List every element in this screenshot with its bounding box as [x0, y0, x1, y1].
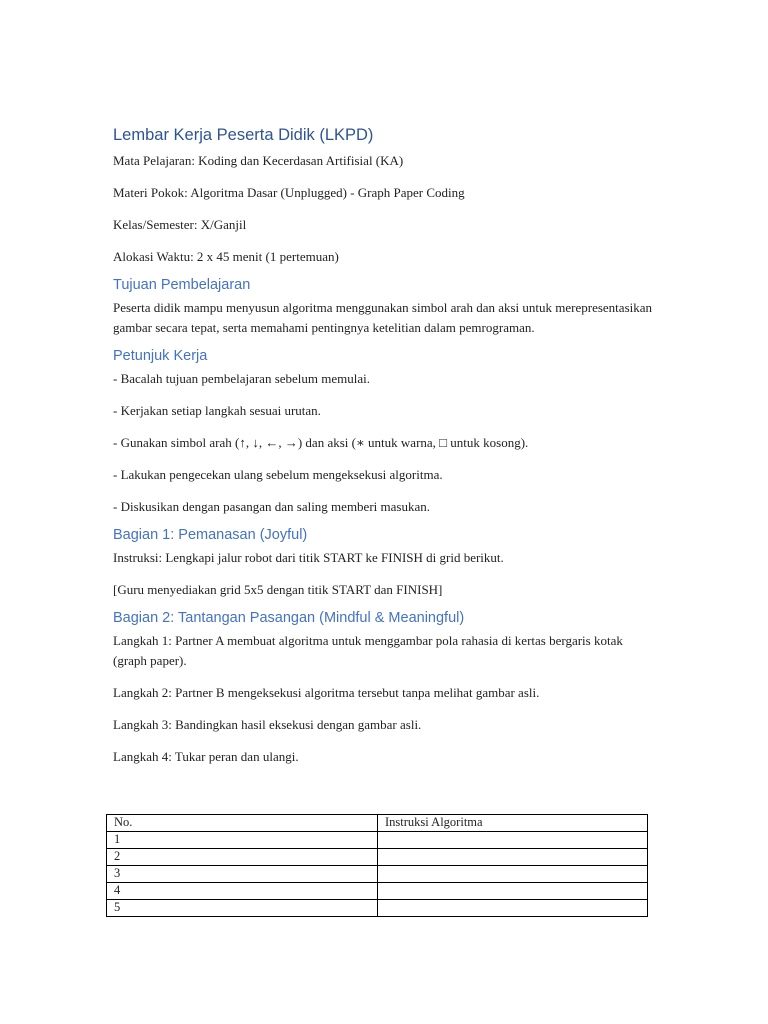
row-number: 3: [107, 866, 378, 883]
langkah-item: Langkah 1: Partner A membuat algoritma untuk menggambar pola rahasia di kertas bergaris kotak (graph paper).: [113, 633, 623, 668]
instruction-cell[interactable]: [378, 832, 648, 849]
table-row: [107, 849, 648, 866]
info-topic: Materi Pokok: Algoritma Dasar (Unplugged) - Graph Paper Coding: [113, 185, 465, 200]
instruction-cell[interactable]: [378, 849, 648, 866]
instruction-cell[interactable]: [378, 866, 648, 883]
heading-bagian-2: Bagian 2: Tantangan Pasangan (Mindful & Meaningful): [113, 610, 465, 626]
instruction-cell[interactable]: [378, 900, 648, 917]
info-time: Alokasi Waktu: 2 x 45 menit (1 pertemuan): [113, 249, 339, 264]
langkah-item: Langkah 2: Partner B mengeksekusi algoritma tersebut tanpa melihat gambar asli.: [113, 685, 540, 700]
bagian1-catatan: [Guru menyediakan grid 5x5 dengan titik START dan FINISH]: [113, 582, 443, 597]
bagian1-instruksi: Instruksi: Lengkapi jalur robot dari titik START ke FINISH di grid berikut.: [113, 550, 504, 565]
petunjuk-item: - Kerjakan setiap langkah sesuai urutan.: [113, 403, 321, 418]
info-class: Kelas/Semester: X/Ganjil: [113, 217, 247, 232]
document-body: [113, 124, 653, 779]
langkah-item: Langkah 3: Bandingkan hasil eksekusi dengan gambar asli.: [113, 717, 422, 732]
document-title: Lembar Kerja Peserta Didik (LKPD): [113, 126, 374, 144]
algorithm-table: [106, 814, 648, 917]
heading-bagian-1: Bagian 1: Pemanasan (Joyful): [113, 527, 308, 543]
row-number: 2: [107, 849, 378, 866]
table-row: [107, 832, 648, 849]
petunjuk-item: - Bacalah tujuan pembelajaran sebelum memulai.: [113, 371, 371, 386]
langkah-item: Langkah 4: Tukar peran dan ulangi.: [113, 749, 299, 764]
heading-petunjuk: Petunjuk Kerja: [113, 348, 208, 364]
row-number: 5: [107, 900, 378, 917]
petunjuk-item: - Diskusikan dengan pasangan dan saling memberi masukan.: [113, 499, 430, 514]
row-number: 4: [107, 883, 378, 900]
column-header-no: No.: [107, 815, 378, 832]
row-number: 1: [107, 832, 378, 849]
column-header-instruksi: Instruksi Algoritma: [378, 815, 648, 832]
table-header-row: [107, 815, 648, 832]
petunjuk-item: - Lakukan pengecekan ulang sebelum mengeksekusi algoritma.: [113, 467, 443, 482]
info-subject: Mata Pelajaran: Koding dan Kecerdasan Artifisial (KA): [113, 153, 404, 168]
heading-tujuan: Tujuan Pembelajaran: [113, 277, 251, 293]
table-row: [107, 866, 648, 883]
tujuan-text: Peserta didik mampu menyusun algoritma menggunakan simbol arah dan aksi untuk merepresentasikan gambar secara tepat, serta memahami pentingnya ketelitian dalam pemrograman.: [113, 300, 653, 335]
petunjuk-item: - Gunakan simbol arah (↑, ↓, ←, →) dan aksi (∗ untuk warna, □ untuk kosong).: [113, 435, 529, 450]
instruction-cell[interactable]: [378, 883, 648, 900]
table-row: [107, 900, 648, 917]
table-row: [107, 883, 648, 900]
